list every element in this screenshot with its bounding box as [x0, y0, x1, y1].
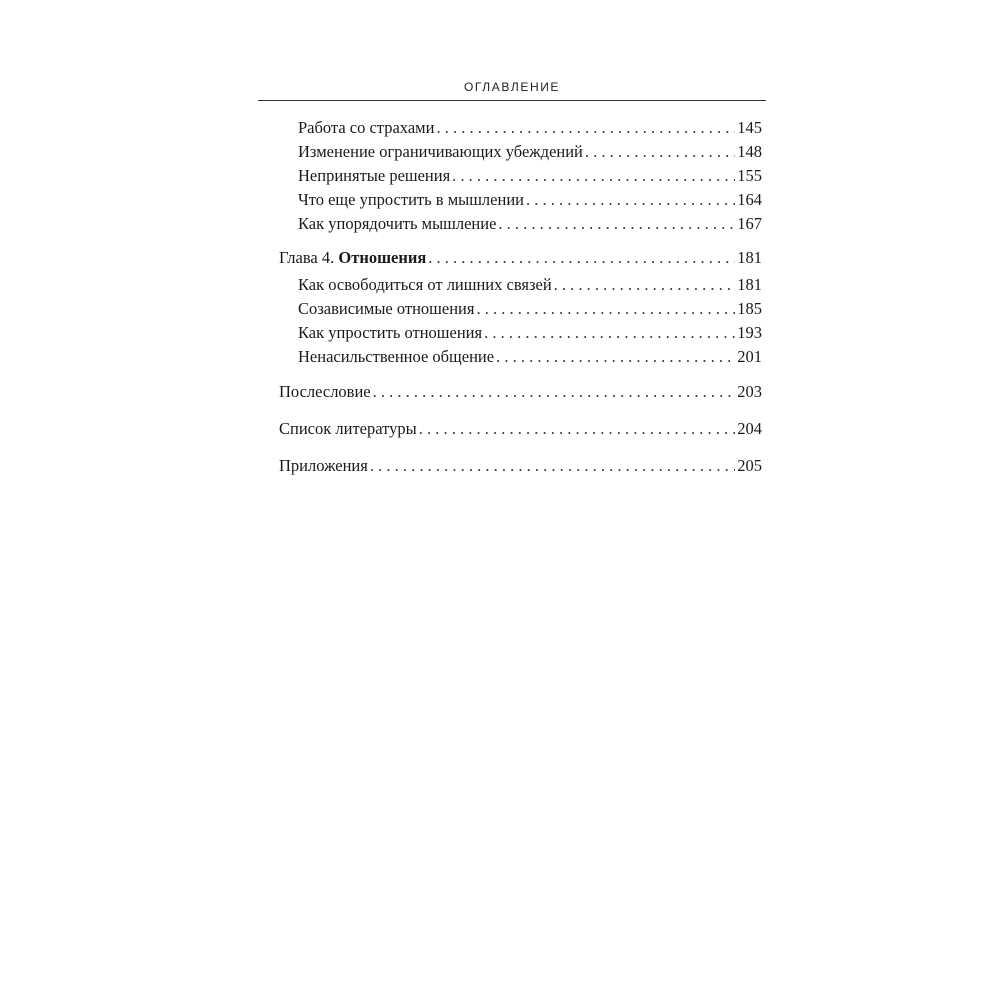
running-head: ОГЛАВЛЕНИЕ — [463, 80, 561, 94]
toc-entry-afterword — [279, 381, 762, 403]
toc-entry-title: Список литературы — [279, 419, 417, 438]
toc-page-number: 205 — [737, 456, 762, 475]
toc-entry-title: Созависимые отношения — [298, 299, 475, 318]
toc-page-number: 164 — [737, 190, 762, 209]
dot-leader — [526, 189, 735, 211]
header-rule — [258, 100, 766, 101]
dot-leader — [373, 381, 736, 403]
toc-entry-decisions — [298, 165, 762, 187]
toc-entry-codependent — [298, 298, 762, 320]
dot-leader — [585, 141, 735, 163]
dot-leader — [496, 346, 735, 368]
toc-page-number: 193 — [737, 323, 762, 342]
dot-leader — [419, 418, 736, 440]
dot-leader — [498, 213, 735, 235]
toc-entry-title: Как освободиться от лишних связей — [298, 275, 552, 294]
toc-entry-order-thinking — [298, 213, 762, 235]
toc-entry-simplify-relations — [298, 322, 762, 344]
toc-page-number: 204 — [737, 419, 762, 438]
chapter-prefix: Глава 4. — [279, 248, 335, 267]
toc-chapter-title — [279, 247, 426, 269]
chapter-name: Отношения — [338, 248, 427, 267]
toc-entry-bibliography — [279, 418, 762, 440]
toc-entry-title: Непринятые решения — [298, 166, 451, 185]
dot-leader — [476, 298, 735, 320]
toc-entry-title: Что еще упростить в мышлении — [298, 190, 524, 209]
toc-entry-fears — [298, 117, 762, 139]
toc-entry-chapter-4 — [279, 247, 762, 269]
toc-page-number: 181 — [737, 275, 762, 294]
dot-leader — [452, 165, 735, 187]
toc-page-number: 167 — [737, 214, 762, 233]
toc-entry-simplify-thinking — [298, 189, 762, 211]
toc-page-number: 181 — [737, 248, 762, 267]
toc-entry-nonviolent — [298, 346, 762, 368]
toc-entry-title: Как упорядочить мышление — [298, 214, 497, 233]
toc-page-number: 155 — [737, 166, 762, 185]
dot-leader — [436, 117, 735, 139]
toc-entry-title: Как упростить отношения — [298, 323, 483, 342]
toc-entry-title: Ненасильственное общение — [298, 347, 495, 366]
toc-entry-title: Послесловие — [279, 382, 371, 401]
dot-leader — [370, 455, 735, 477]
toc-entry-title: Приложения — [279, 456, 368, 475]
toc-entry-free-from-ties — [298, 274, 762, 296]
toc-entry-title: Работа со страхами — [298, 118, 435, 137]
toc-entry-appendices — [279, 455, 762, 477]
toc-page-number: 148 — [737, 142, 762, 161]
toc-page-number: 185 — [737, 299, 762, 318]
toc-page-number: 201 — [737, 347, 762, 366]
toc-entry-title: Изменение ограничивающих убеждений — [298, 142, 583, 161]
dot-leader — [484, 322, 735, 344]
dot-leader — [428, 247, 735, 269]
toc-page-number: 145 — [737, 118, 762, 137]
toc-entry-beliefs — [298, 141, 762, 163]
dot-leader — [554, 274, 736, 296]
toc-page-number: 203 — [737, 382, 762, 401]
